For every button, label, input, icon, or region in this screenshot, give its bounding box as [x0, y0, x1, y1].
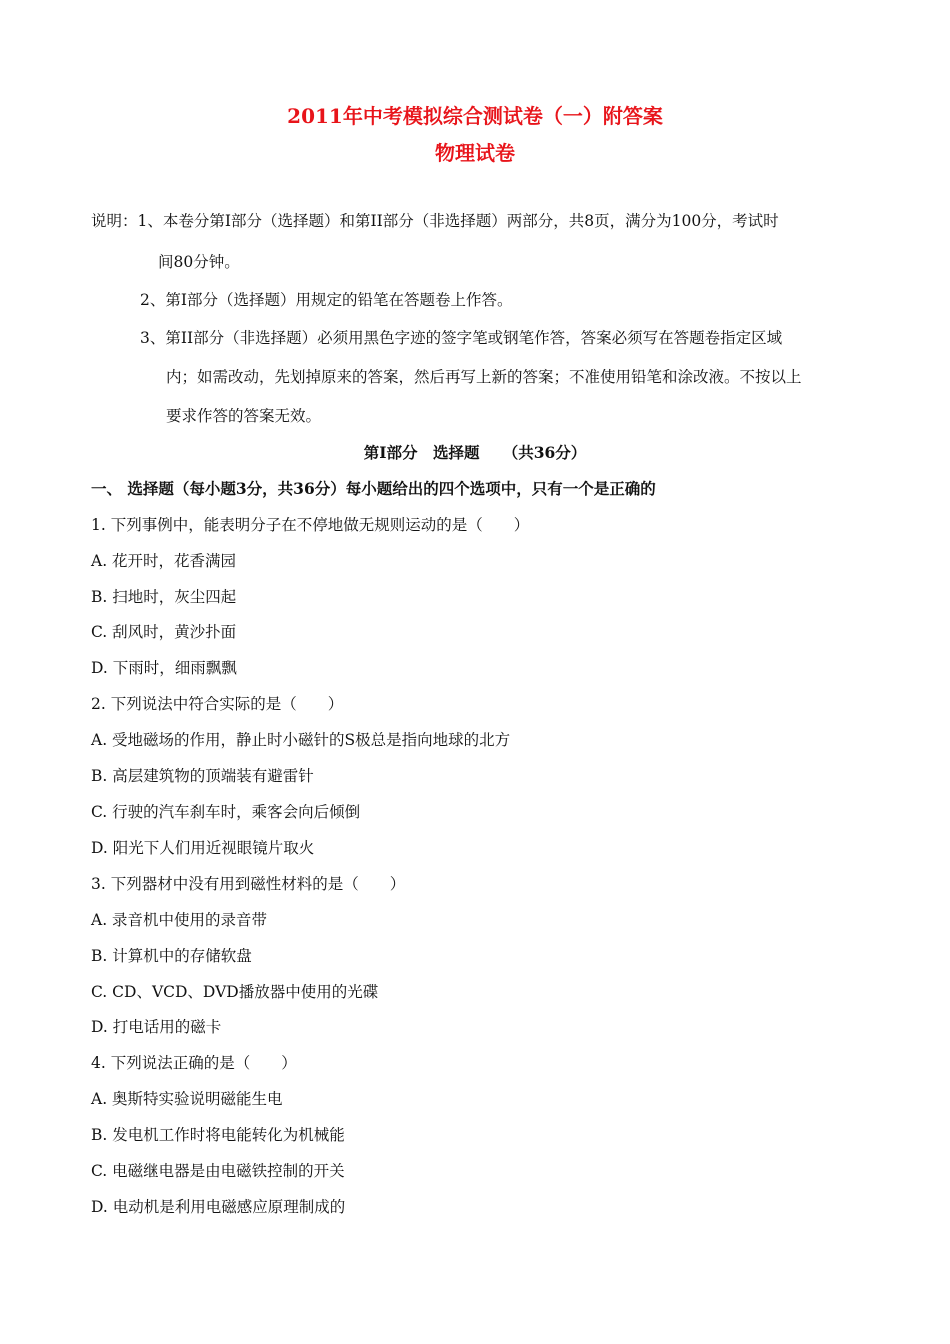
exam-subtitle: 物理试卷	[435, 141, 515, 165]
question-2-stem: 2. 下列说法中符合实际的是（ ）	[91, 695, 344, 713]
section-instruction: 一、 选择题（每小题3分，共36分）每小题给出的四个选项中，只有一个是正确的	[91, 479, 656, 498]
question-1-option-b: B. 扫地时，灰尘四起	[91, 588, 237, 606]
question-2-option-a: A. 受地磁场的作用，静止时小磁针的S极总是指向地球的北方	[91, 731, 511, 749]
question-3-option-a: A. 录音机中使用的录音带	[91, 911, 268, 929]
section-heading: 第I部分 选择题 （共36分）	[363, 443, 587, 462]
question-2-option-b: B. 高层建筑物的顶端装有避雷针	[91, 767, 314, 785]
question-4-option-d: D. 电动机是利用电磁感应原理制成的	[91, 1198, 346, 1216]
question-3-option-c: C. CD、VCD、DVD播放器中使用的光碟	[91, 983, 379, 1001]
question-3-option-b: B. 计算机中的存储软盘	[91, 947, 252, 965]
question-4-stem: 4. 下列说法正确的是（ ）	[91, 1054, 297, 1072]
note-1-line-1: 说明：1、本卷分第I部分（选择题）和第II部分（非选择题）两部分，共8页，满分为100分，考试时	[91, 212, 779, 230]
question-1-option-a: A. 花开时，花香满园	[91, 552, 237, 570]
question-4-option-b: B. 发电机工作时将电能转化为机械能	[91, 1126, 345, 1144]
question-3-stem: 3. 下列器材中没有用到磁性材料的是（ ）	[91, 875, 406, 893]
note-3-line-2: 内；如需改动，先划掉原来的答案，然后再写上新的答案；不准使用铅笔和涂改液。不按以上	[166, 368, 802, 386]
note-3-line-3: 要求作答的答案无效。	[166, 407, 322, 425]
note-3-line-1: 3、第II部分（非选择题）必须用黑色字迹的签字笔或钢笔作答，答案必须写在答题卷指定区域	[140, 329, 783, 347]
question-1-option-d: D. 下雨时，细雨飘飘	[91, 659, 237, 677]
question-2-option-d: D. 阳光下人们用近视眼镜片取火	[91, 839, 315, 857]
question-2-option-c: C. 行驶的汽车刹车时，乘客会向后倾倒	[91, 803, 361, 821]
note-1-line-2: 间80分钟。	[158, 253, 240, 271]
question-1-stem: 1. 下列事例中，能表明分子在不停地做无规则运动的是（ ）	[91, 516, 530, 534]
question-1-option-c: C. 刮风时，黄沙扑面	[91, 623, 237, 641]
question-3-option-d: D. 打电话用的磁卡	[91, 1018, 222, 1036]
question-4-option-c: C. 电磁继电器是由电磁铁控制的开关	[91, 1162, 345, 1180]
exam-title: 2011年中考模拟综合测试卷（一）附答案	[287, 104, 663, 128]
note-2: 2、第I部分（选择题）用规定的铅笔在答题卷上作答。	[140, 291, 513, 309]
question-4-option-a: A. 奥斯特实验说明磁能生电	[91, 1090, 283, 1108]
